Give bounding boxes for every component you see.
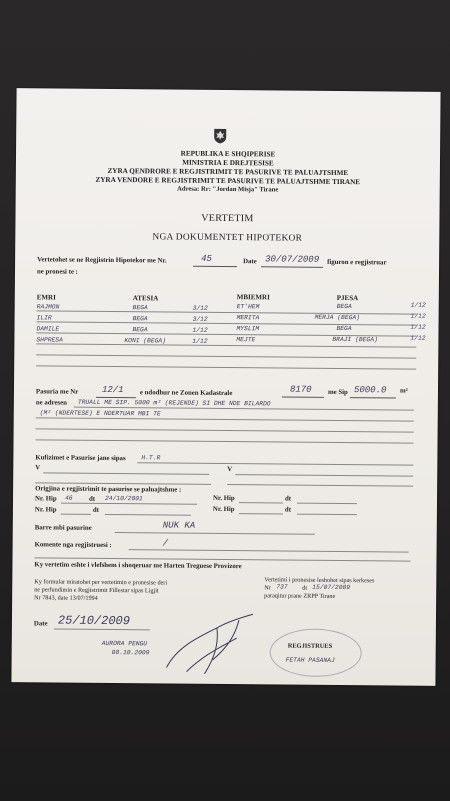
formular-line-2: ne perfundimin e Regjistrimit Fillestar sipas Ligjit	[34, 586, 159, 595]
signature-scribble	[156, 607, 267, 680]
origin-hip-label: Nr. Hip	[34, 495, 57, 503]
table-row-1-emri: RAJMON	[36, 303, 60, 311]
burden-value: NUK KA	[162, 520, 196, 531]
release-dt: 15/07/2009	[312, 583, 351, 592]
document-title: VERTETIM	[201, 212, 254, 225]
release-nr-label: Nr	[264, 584, 271, 592]
limits-value: H.T.R	[141, 454, 161, 462]
release-line-1: Vertetimi i pronesise leshohet sipas kerkeses	[264, 576, 375, 585]
date-label: Date	[243, 258, 257, 266]
header-address: Adresa: Rr: "Jordan Misja" Tirane	[177, 185, 279, 194]
origin-dt: 24/10/2001	[104, 494, 143, 503]
table-row-4-pjesa: BRAJI (BEGA)	[332, 335, 378, 344]
comments-label: Komente nga regjistruesi :	[34, 541, 112, 550]
signer-name: AURORA PENGU	[101, 639, 148, 648]
origin-dt-label-3: dt	[92, 506, 99, 514]
table-row-3-mbiemri: MYSLIM	[236, 325, 260, 333]
col-mbiemri: MBIEMRI	[236, 293, 270, 302]
registrar-name: FETAH PASANAJ	[285, 656, 335, 664]
table-row-4-emri: SHPRESA	[36, 336, 63, 344]
header-central-office: ZYRA QENDRORE E REGJISTRIMIT TE PASURIVE TE PALUAJTSHME	[107, 166, 349, 178]
address-label: ne adresen	[35, 399, 67, 407]
registry-date: 30/07/2009	[265, 254, 320, 265]
table-row-2-emri: ILIR	[36, 314, 52, 322]
address-line-1: TRUALL ME SIP. 5000 m² (REJENDE) SI DHE NDE BILARDO	[77, 398, 271, 408]
office-stamp	[269, 628, 361, 677]
table-row-2-atesia: BEGA	[132, 315, 148, 323]
table-row-4-fraction: 1/12	[192, 337, 208, 345]
table-row-1-pjesa: BEGA	[336, 302, 352, 311]
area-unit: m²	[399, 387, 408, 395]
origin-dt-label: dt	[88, 495, 96, 503]
zone-text: e ndodhur ne Zonen Kadastrale	[139, 389, 233, 398]
release-dt-label: dt	[302, 584, 308, 592]
table-row-3-emri: DAMILE	[36, 325, 60, 333]
limits-v-right: V	[227, 466, 233, 474]
col-atesia: ATESIA	[132, 294, 159, 303]
table-row-2-mbiemri: MERITA	[236, 314, 260, 322]
table-row-3-share: 1/12	[410, 323, 426, 331]
area-value: 5000.0	[353, 385, 387, 396]
release-line-3: paraqitur prane ZRPP Tirane	[264, 592, 336, 600]
property-nr-label: Pasuria me Nr	[35, 388, 79, 396]
table-row-4-share: 1/12	[410, 334, 426, 342]
col-emri: EMRI	[36, 293, 56, 302]
release-nr: 737	[276, 583, 288, 591]
comments-value: /	[162, 538, 169, 549]
header-local-office: ZYRA VENDORE E REGJISTRIMIT TE PASURIVE TE PALUAJTSHME TIRANE	[95, 175, 361, 187]
property-nr: 12/1	[101, 384, 124, 396]
document-subtitle: NGA DOKUMENTET HIPOTEKOR	[152, 232, 303, 244]
origin-hip-label-2: Nr. Hip	[212, 494, 235, 503]
limits-label: Kufizimet e Pasurise jane sipas	[35, 454, 126, 463]
table-row-3-pjesa: BEGA	[336, 324, 352, 333]
address-line-2: (M² (NDERTESE) E NDERTUAR MBI TE	[39, 409, 161, 418]
limits-v-left: V	[35, 464, 41, 472]
origin-hip-label-4: Nr. Hip	[212, 505, 235, 514]
owners-label: ne pronesi te :	[36, 268, 78, 276]
registry-nr: 45	[201, 253, 212, 264]
registrar-label: REGJISTRUES	[287, 642, 333, 650]
table-row-1-fraction: 3/12	[192, 304, 208, 312]
header-republic: REPUBLIKA E SHQIPERISE	[180, 149, 276, 159]
table-row-1-share: 1/12	[410, 301, 426, 309]
formular-line-1: Ky formular miratohet per vertetimin e pronesise deri	[34, 578, 168, 587]
col-pjesa: PJESA	[336, 293, 359, 303]
intro-text: Vertetohet se ne Regjistrin Hipotekor me Nr.	[37, 256, 167, 265]
table-row-4-atesia: KONI (BEGA)	[124, 337, 167, 345]
signer-date: 08.10.2009	[111, 649, 150, 657]
footer-date: 25/10/2009	[57, 613, 131, 629]
cadastral-zone: 8170	[289, 384, 312, 395]
table-row-3-atesia: BEGA	[132, 326, 148, 334]
table-row-2-fraction: 3/12	[192, 315, 208, 323]
table-row-1-atesia: BEGA	[132, 304, 148, 312]
table-row-4-mbiemri: MEJTE	[236, 336, 256, 344]
origin-hip-nr: 46	[64, 494, 73, 502]
table-row-2-pjesa: MERJA (BEGA)	[314, 313, 361, 322]
origin-dt-label-4: dt	[284, 506, 292, 514]
certificate-document	[11, 88, 440, 686]
origin-label: Origjina e regjistrimit te pasurise se paluajtshme :	[35, 485, 182, 494]
burden-label: Barre mbi pasurine	[34, 524, 92, 532]
area-label: me Sip	[327, 388, 348, 397]
footer-date-label: Date	[33, 620, 48, 628]
table-row-3-fraction: 1/12	[192, 326, 208, 334]
intro-text-after: figuron e regjistruar	[327, 258, 387, 267]
albanian-eagle-emblem-icon	[213, 128, 227, 144]
formular-line-3: Nr 7843, date 13/07/1994	[34, 594, 98, 602]
origin-hip-label-3: Nr. Hip	[34, 506, 57, 514]
table-row-2-share: 1/12	[410, 312, 426, 320]
header-ministry: MINISTRIA E DREJTESISE	[182, 158, 274, 168]
validity-note: Ky vertetim eshte i vlefshem i shoqeruar me Harten Treguese Provizore	[34, 561, 242, 571]
table-row-1-mbiemri: ET'HEM	[236, 303, 260, 311]
origin-dt-label-2: dt	[284, 495, 292, 503]
